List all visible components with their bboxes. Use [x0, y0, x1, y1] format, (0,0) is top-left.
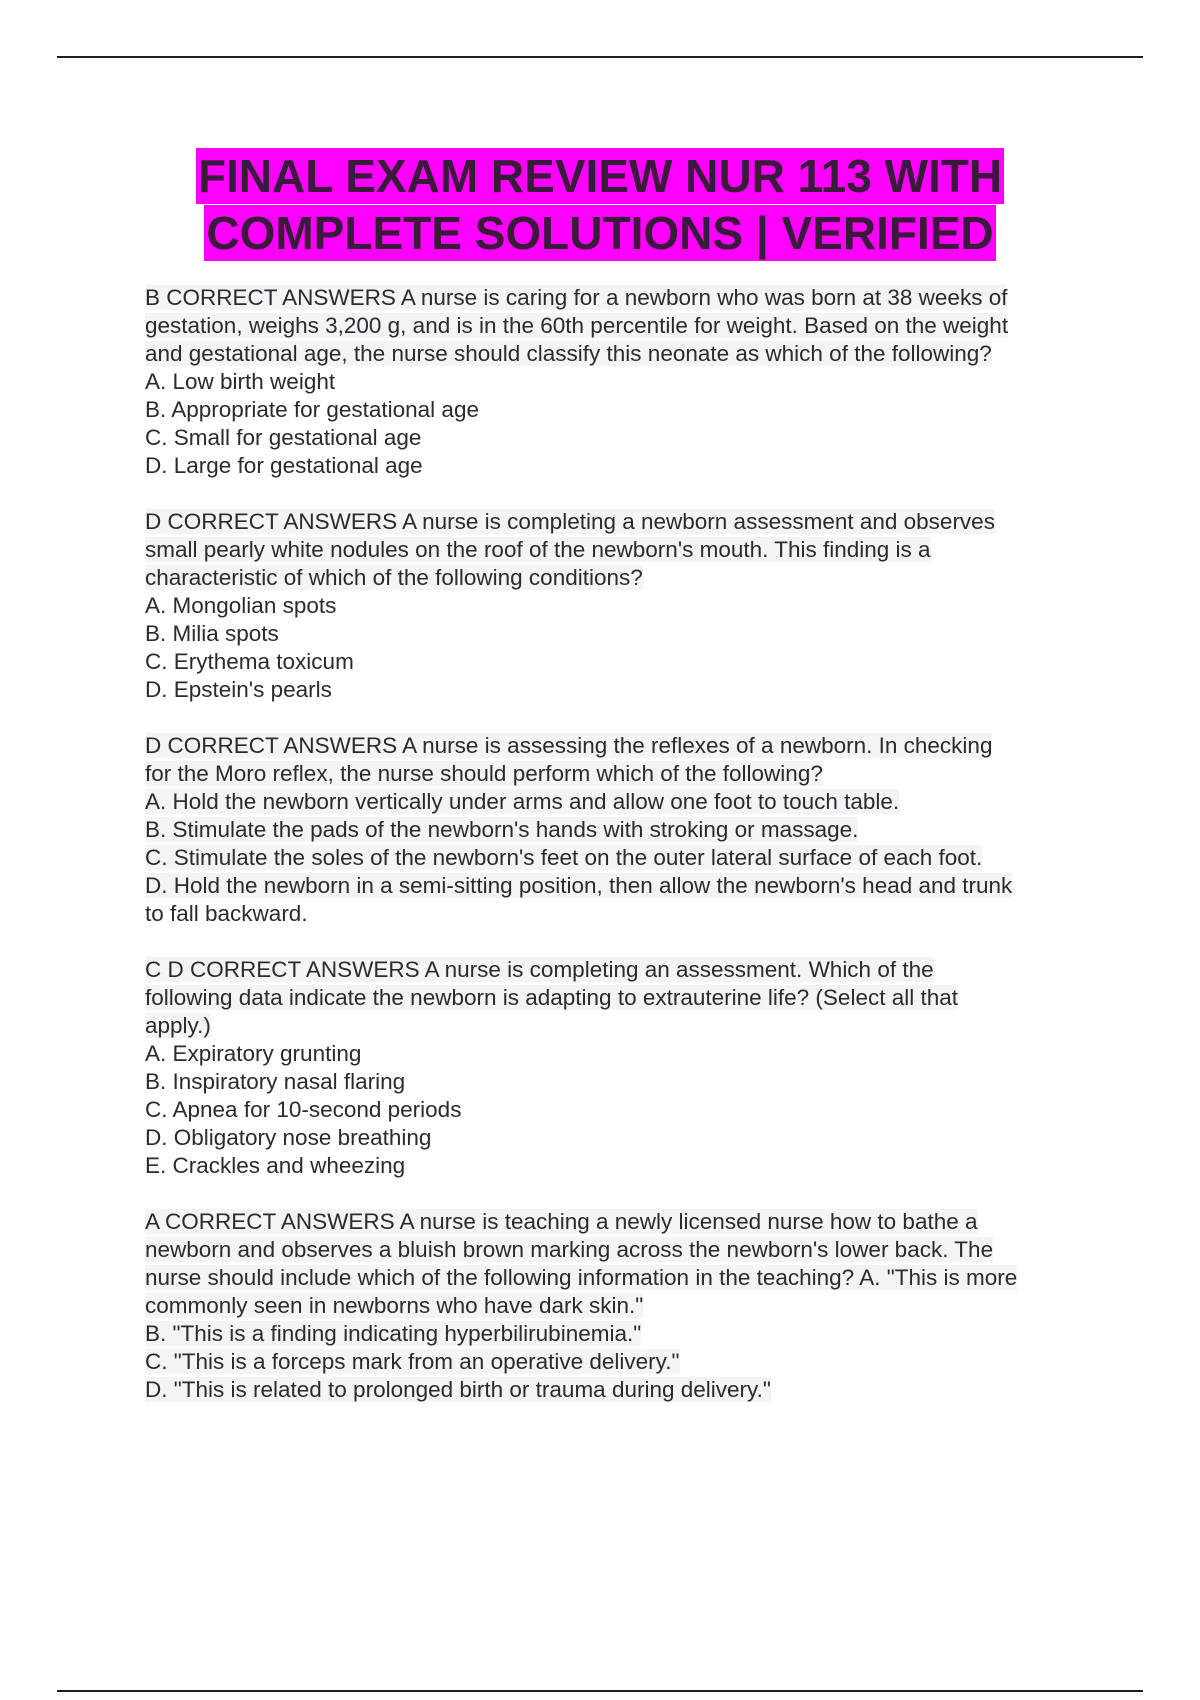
question-1-option-b: B. Appropriate for gestational age: [145, 397, 479, 422]
question-1-option-d: D. Large for gestational age: [145, 453, 423, 478]
question-1-option-c: C. Small for gestational age: [145, 425, 422, 450]
question-3-line-2: for the Moro reflex, the nurse should perform which of the following?: [145, 761, 823, 786]
question-3-option-c: C. Stimulate the soles of the newborn's feet on the outer lateral surface of each foot.: [145, 845, 983, 870]
question-1: [145, 284, 1090, 480]
question-5-line-4: commonly seen in newborns who have dark skin.": [145, 1293, 644, 1318]
question-2-option-d: D. Epstein's pearls: [145, 677, 332, 702]
question-1-line-3: and gestational age, the nurse should classify this neonate as which of the following?: [145, 341, 992, 366]
title-line-2: COMPLETE SOLUTIONS | VERIFIED: [206, 207, 994, 259]
question-5: [145, 1208, 1090, 1404]
title-line-1: FINAL EXAM REVIEW NUR 113 WITH: [197, 150, 1003, 202]
question-2-option-b: B. Milia spots: [145, 621, 279, 646]
question-5-option-b: B. "This is a finding indicating hyperbilirubinemia.": [145, 1321, 642, 1346]
question-2-option-a: A. Mongolian spots: [145, 593, 337, 618]
question-5-option-c: C. "This is a forceps mark from an operative delivery.": [145, 1349, 680, 1374]
question-4-option-d: D. Obligatory nose breathing: [145, 1125, 432, 1150]
question-2-line-3: characteristic of which of the following conditions?: [145, 565, 643, 590]
question-4-option-e: E. Crackles and wheezing: [145, 1153, 406, 1178]
question-4-option-b: B. Inspiratory nasal flaring: [145, 1069, 406, 1094]
question-1-line-1: B CORRECT ANSWERS A nurse is caring for a newborn who was born at 38 weeks of: [145, 285, 1008, 310]
question-3-option-b: B. Stimulate the pads of the newborn's hands with stroking or massage.: [145, 817, 859, 842]
question-4-line-2: following data indicate the newborn is adapting to extrauterine life? (Select all that: [145, 985, 958, 1010]
question-5-line-2: newborn and observes a bluish brown marking across the newborn's lower back. The: [145, 1237, 994, 1262]
question-1-line-2: gestation, weighs 3,200 g, and is in the 60th percentile for weight. Based on the weight: [145, 313, 1009, 338]
question-5-option-d: D. "This is related to prolonged birth or trauma during delivery.": [145, 1377, 771, 1402]
question-1-option-a: A. Low birth weight: [145, 369, 336, 394]
question-2-line-1: D CORRECT ANSWERS A nurse is completing a newborn assessment and observes: [145, 509, 995, 534]
top-rule: [57, 56, 1143, 58]
question-3: [145, 732, 1090, 928]
question-2: [145, 508, 1090, 704]
question-2-option-c: C. Erythema toxicum: [145, 649, 354, 674]
question-3-option-d-cont: to fall backward.: [145, 901, 308, 926]
document-title: [0, 148, 1200, 262]
question-4-line-1: C D CORRECT ANSWERS A nurse is completing an assessment. Which of the: [145, 957, 934, 982]
question-4-option-c: C. Apnea for 10-second periods: [145, 1097, 462, 1122]
question-4-line-3: apply.): [145, 1013, 211, 1038]
question-5-line-1: A CORRECT ANSWERS A nurse is teaching a newly licensed nurse how to bathe a: [145, 1209, 978, 1234]
question-4: [145, 956, 1090, 1180]
question-4-option-a: A. Expiratory grunting: [145, 1041, 362, 1066]
question-3-option-a: A. Hold the newborn vertically under arms and allow one foot to touch table.: [145, 789, 900, 814]
document-body: [145, 284, 1090, 1432]
question-5-line-3: nurse should include which of the following information in the teaching? A. "This is more: [145, 1265, 1018, 1290]
bottom-rule: [57, 1690, 1143, 1692]
question-3-option-d: D. Hold the newborn in a semi-sitting position, then allow the newborn's head and trunk: [145, 873, 1013, 898]
question-3-line-1: D CORRECT ANSWERS A nurse is assessing the reflexes of a newborn. In checking: [145, 733, 993, 758]
question-2-line-2: small pearly white nodules on the roof of the newborn's mouth. This finding is a: [145, 537, 931, 562]
